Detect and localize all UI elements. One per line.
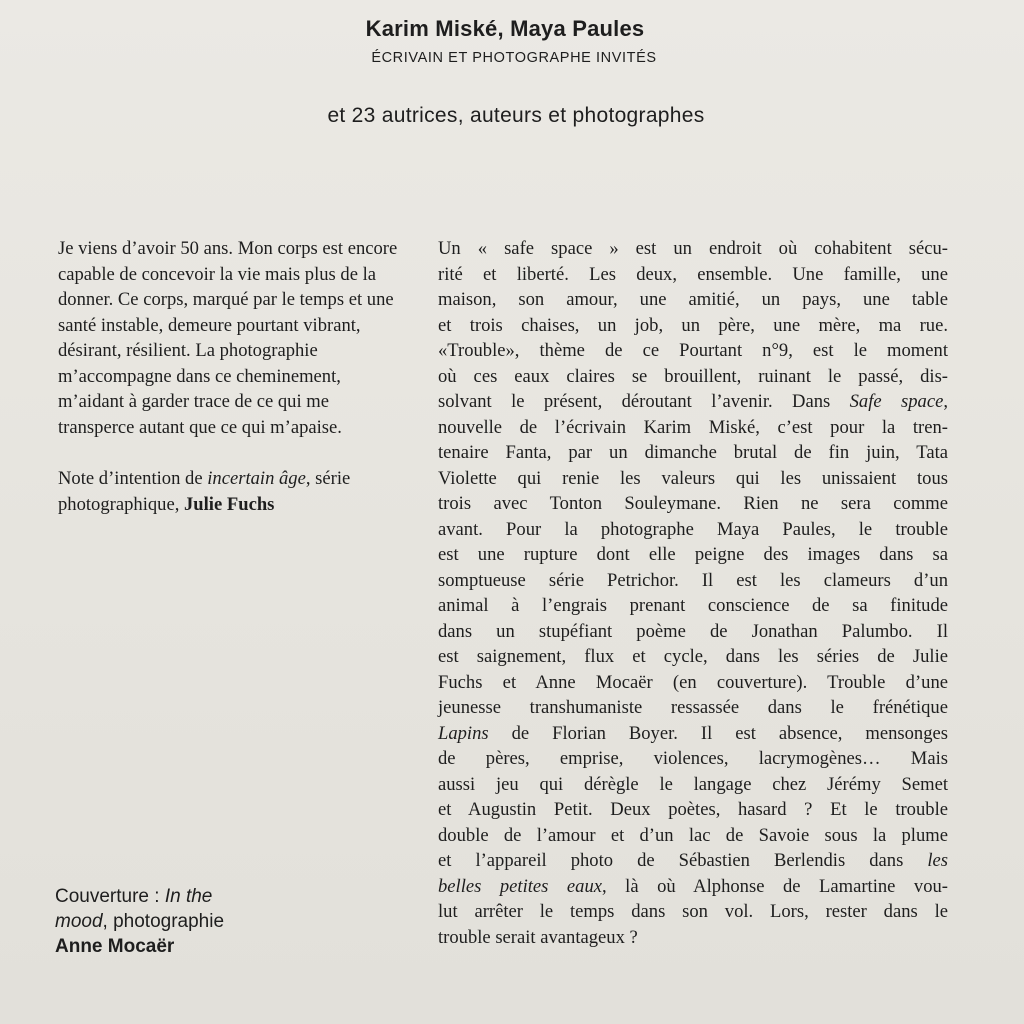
intention-note: [58, 466, 403, 517]
text-line: nouvelle de l’écrivain Karim Miské, c’est pour la tren-: [438, 416, 948, 438]
text-line: Un « safe space » est un endroit où cohabitent sécu-: [438, 238, 948, 259]
text-line: est une rupture dont elle peigne des images dans sa: [438, 544, 948, 565]
title-safe-space: Safe space: [849, 391, 944, 412]
text-line: de pères, emprise, violences, lacrymogènes… Mais: [438, 748, 948, 769]
note-prefix: Note d’intention de: [58, 468, 208, 489]
intention-quote: Je viens d’avoir 50 ans. Mon corps est encore capable de concevoir la vie mais plus de la donner. Ce corps, marqué par le temps et une santé instable, demeure pourtant vibrant, désirant, résilient. La photographie m’accompagne dans ce cheminement, m’aidant à garder trace de ce qui me transperce autant que ce qui m’apaise.: [58, 238, 398, 438]
title-lapins: Lapins: [438, 722, 489, 744]
note-middle: , série photographique,: [58, 468, 351, 515]
text-line: [438, 848, 948, 874]
text-line: «Trouble», thème de ce Pourtant n°9, est le moment: [438, 340, 948, 361]
text-line: trouble serait avantageux ?: [438, 926, 638, 948]
text-segment: ,: [943, 391, 948, 412]
text-line: jeunesse transhumaniste ressassée dans le frénétique: [438, 697, 948, 718]
title-les: les: [927, 850, 948, 871]
text-line: somptueuse série Petrichor. Il est les clameurs d’un: [438, 569, 948, 591]
text-segment: et l’appareil photo de Sébastien Berlendis dans: [438, 850, 928, 871]
note-series-title: incertain âge: [207, 468, 306, 489]
cover-credit-line-2: [55, 909, 355, 934]
text-line: trois avec Tonton Souleymane. Rien ne sera comme: [438, 493, 948, 514]
text-line: [438, 874, 948, 900]
cover-credit-line-1: [55, 884, 355, 909]
text-line: Violette qui renie les valeurs qui les unissaient tous: [438, 467, 948, 489]
text-line: Fuchs et Anne Mocaër (en couverture). Trouble d’une: [438, 671, 948, 693]
editorial-text: [438, 236, 948, 950]
text-line: est saignement, flux et cycle, dans les séries de Julie: [438, 646, 948, 667]
text-line: et trois chaises, un job, un père, une mère, ma rue.: [438, 314, 948, 336]
cover-title-part-1: In the: [164, 886, 213, 907]
text-line: [438, 389, 948, 415]
guest-authors: Karim Miské, Maya Paules: [365, 16, 645, 41]
cover-title-part-2: mood: [55, 911, 103, 932]
cover-prefix: Couverture :: [55, 886, 165, 907]
header: [0, 14, 1024, 68]
title-belles-petites-eaux: belles petites eaux: [438, 875, 603, 897]
text-line: animal à l’engrais prenant conscience de sa finitude: [438, 595, 948, 616]
text-line: dans un stupéfiant poème de Jonathan Palumbo. Il: [438, 620, 948, 642]
text-segment: , là où Alphonse de Lamartine vou-: [602, 875, 949, 897]
left-column: [58, 236, 403, 517]
guest-authors-subtitle: ÉCRIVAIN ET PHOTOGRAPHE INVITÉS: [371, 50, 657, 66]
cover-suffix: , photographie: [102, 911, 225, 932]
cover-credit: [55, 884, 355, 959]
text-line: et Augustin Petit. Deux poètes, hasard ? Et le trouble: [438, 799, 948, 820]
note-author: Julie Fuchs: [184, 493, 275, 515]
text-segment: de Florian Boyer. Il est absence, mensonges: [488, 722, 948, 744]
text-line: lut arrêter le temps dans son vol. Lors, rester dans le: [438, 901, 948, 922]
text-line: tenaire Fanta, par un dimanche brutal de fin juin, Tata: [438, 442, 948, 463]
text-line: maison, son amour, une amitié, un pays, une table: [438, 289, 948, 310]
cover-author: Anne Mocaër: [55, 936, 175, 957]
contributors-line: et 23 autrices, auteurs et photographes: [327, 104, 705, 127]
text-line: double de l’amour et d’un lac de Savoie sous la plume: [438, 824, 948, 846]
text-line: aussi jeu qui dérègle le langage chez Jérémy Semet: [438, 773, 948, 795]
text-line: avant. Pour la photographe Maya Paules, le trouble: [438, 518, 948, 540]
text-segment: solvant le présent, déroutant l’avenir. Dans: [438, 391, 850, 412]
text-line: [438, 721, 948, 747]
text-line: où ces eaux claires se brouillent, ruinant le passé, dis-: [438, 365, 948, 387]
text-line: rité et liberté. Les deux, ensemble. Une famille, une: [438, 263, 948, 285]
